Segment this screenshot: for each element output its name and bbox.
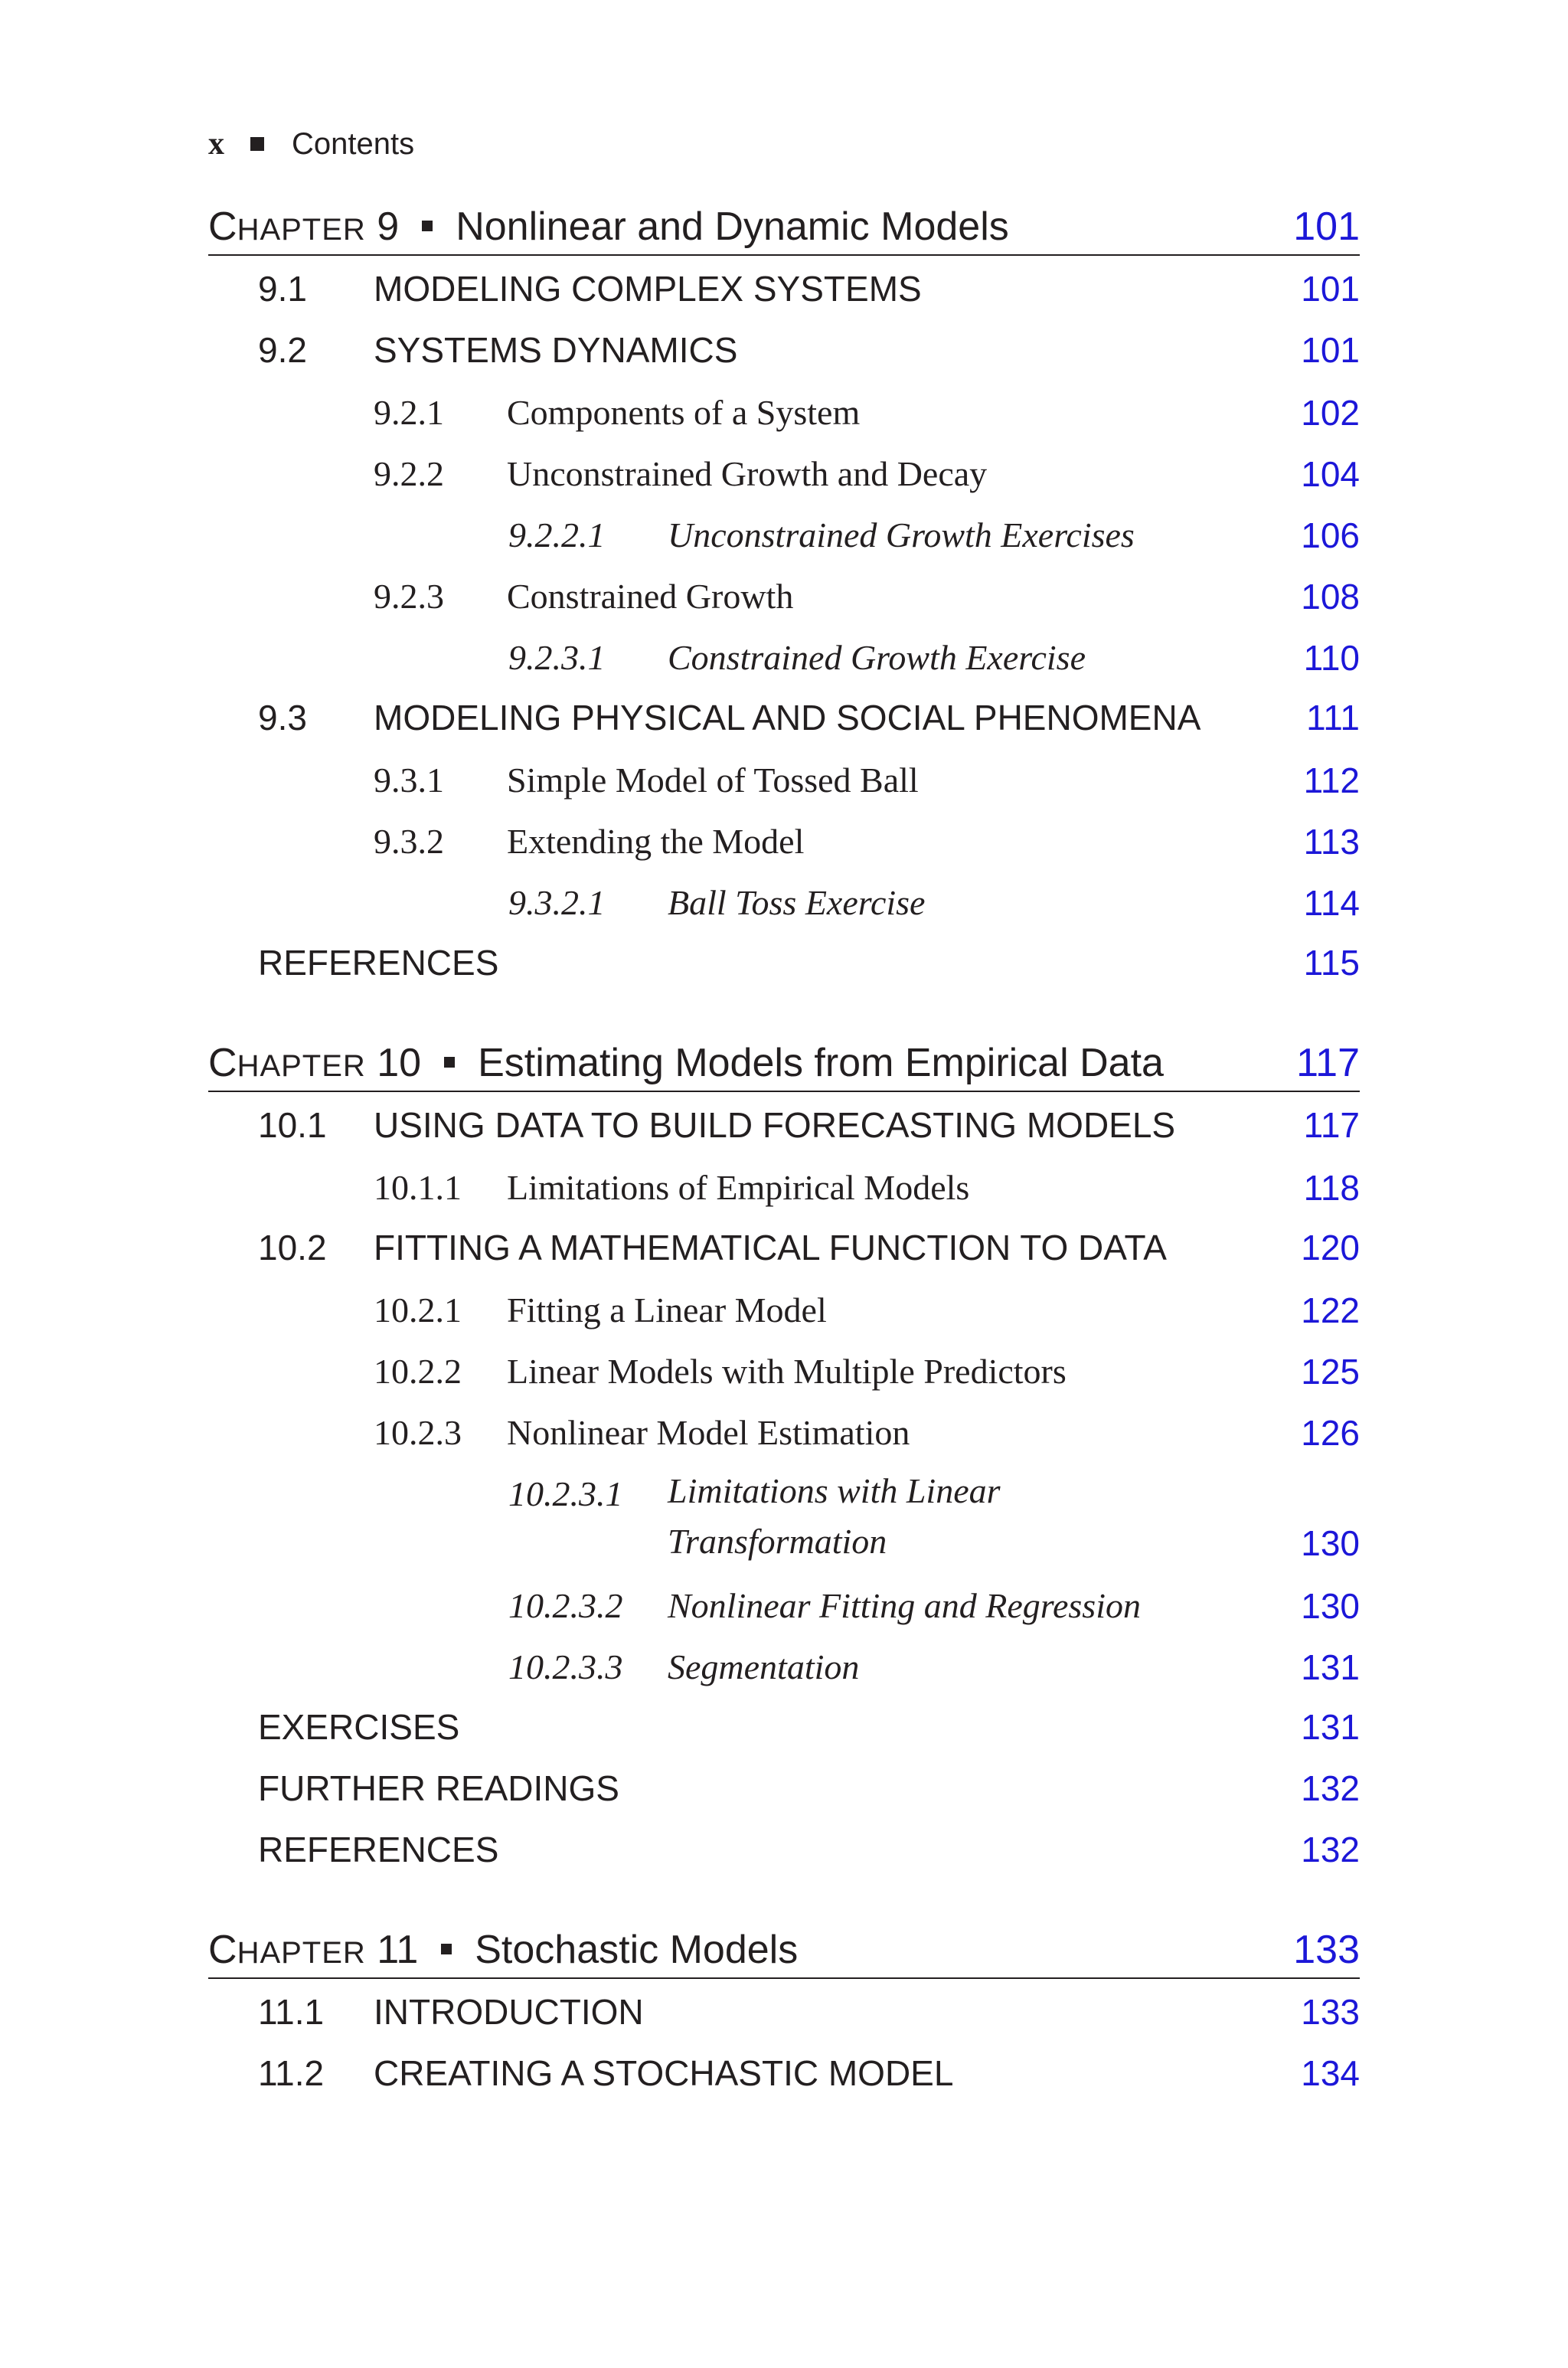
section-title: Constrained Growth [507, 577, 794, 616]
section-title: Constrained Growth Exercise [668, 638, 1086, 677]
page-number-link[interactable]: 102 [1301, 393, 1360, 433]
page-number-link[interactable]: 104 [1301, 454, 1360, 494]
section-number: 9.3.2 [374, 822, 444, 861]
section-number: 9.2 [258, 330, 307, 370]
page-number-link[interactable]: 106 [1301, 515, 1360, 555]
section-number: 10.2.1 [374, 1290, 462, 1330]
section-number: 10.2.3.2 [508, 1586, 623, 1625]
toc-entry-sub[interactable] [208, 443, 1360, 504]
section-title: Segmentation [668, 1647, 860, 1686]
toc-entry-subsub[interactable] [208, 872, 1360, 933]
toc-entry-sec[interactable] [208, 2043, 1360, 2105]
toc-entry-sec[interactable] [208, 320, 1360, 381]
chapter-number: 10 [377, 1041, 422, 1085]
page-number-link[interactable]: 113 [1303, 822, 1360, 862]
page-number-link[interactable]: 125 [1301, 1352, 1360, 1392]
chapter-name: Estimating Models from Empirical Data [478, 1041, 1164, 1085]
square-bullet-icon [422, 221, 433, 231]
chapter-number: 9 [377, 204, 400, 249]
section-title: Components of a System [507, 393, 861, 432]
page-number-link[interactable]: 101 [1301, 269, 1360, 309]
toc-entry-sub[interactable] [208, 749, 1360, 810]
section-title: MODELING COMPLEX SYSTEMS [374, 269, 922, 309]
toc-entry-subsub[interactable] [208, 504, 1360, 565]
page-number: x [208, 126, 224, 162]
toc-entry-subsub[interactable] [208, 1463, 1360, 1575]
toc-entry-sec[interactable] [208, 1218, 1360, 1279]
section-title: Fitting a Linear Model [507, 1290, 827, 1330]
toc-entry-sub[interactable] [208, 1279, 1360, 1340]
toc-entry-subsub[interactable] [208, 1636, 1360, 1697]
section-number: 10.2 [258, 1228, 327, 1267]
page-number-link[interactable]: 111 [1306, 698, 1360, 738]
chapter-heading[interactable] [208, 193, 1360, 256]
toc-back-matter-entry[interactable] [208, 1758, 1360, 1820]
page-number-link[interactable]: 134 [1301, 2053, 1360, 2093]
running-head-label: Contents [292, 126, 415, 161]
section-title: SYSTEMS DYNAMICS [374, 330, 738, 370]
square-bullet-icon [441, 1944, 452, 1954]
chapter-title [208, 204, 1009, 250]
page-number-link[interactable]: 117 [1296, 1041, 1360, 1085]
page-number-link[interactable]: 130 [1301, 1586, 1360, 1626]
square-bullet-icon [444, 1057, 455, 1068]
page-number-link[interactable]: 118 [1303, 1168, 1360, 1208]
toc-entry-subsub[interactable] [208, 626, 1360, 688]
chapter-title [208, 1927, 798, 1973]
toc-back-matter-entry[interactable] [208, 933, 1360, 994]
toc-entry-sub[interactable] [208, 810, 1360, 872]
chapter-label-rest: HAPTER [237, 1936, 366, 1970]
section-number: 10.2.2 [374, 1352, 462, 1391]
section-title: Linear Models with Multiple Predictors [507, 1352, 1067, 1391]
chapter-label-initial: C [208, 204, 237, 249]
toc-entry-sub[interactable] [208, 1402, 1360, 1463]
section-title: Limitations of Empirical Models [507, 1168, 970, 1207]
section-number: 9.1 [258, 269, 307, 309]
page-number-link[interactable]: 131 [1301, 1647, 1360, 1687]
toc-entry-sec[interactable] [208, 688, 1360, 749]
section-number: 9.3 [258, 698, 307, 738]
page-number-link[interactable]: 130 [1301, 1523, 1360, 1563]
page-number-link[interactable]: 133 [1301, 1992, 1360, 2032]
section-number: 10.1 [258, 1105, 327, 1145]
toc-entry-sub[interactable] [208, 565, 1360, 626]
page-number-link[interactable]: 120 [1301, 1228, 1360, 1267]
section-number: 10.2.3 [374, 1413, 462, 1452]
section-title: REFERENCES [258, 943, 499, 983]
section-title: FURTHER READINGS [258, 1768, 619, 1808]
section-number: 10.2.3.1 [508, 1474, 623, 1513]
section-number: 9.2.1 [374, 393, 444, 432]
section-title: INTRODUCTION [374, 1992, 644, 2032]
chapter-name: Nonlinear and Dynamic Models [456, 204, 1009, 249]
toc-entry-sub[interactable] [208, 1340, 1360, 1402]
chapter-name: Stochastic Models [475, 1928, 799, 1972]
section-number: 9.2.2.1 [508, 515, 606, 554]
section-number: 9.2.2 [374, 454, 444, 493]
chapter-label-initial: C [208, 1928, 237, 1972]
page-number-link[interactable]: 126 [1301, 1413, 1360, 1453]
section-title: CREATING A STOCHASTIC MODEL [374, 2053, 954, 2093]
page-number-link[interactable]: 122 [1301, 1290, 1360, 1330]
section-number: 9.2.3 [374, 577, 444, 616]
page-number-link[interactable]: 101 [1293, 204, 1360, 249]
chapter-label-initial: C [208, 1041, 237, 1085]
chapter-label-rest: HAPTER [237, 213, 366, 247]
section-title: EXERCISES [258, 1707, 460, 1747]
section-title: Nonlinear Fitting and Regression [668, 1586, 1141, 1625]
chapter-title [208, 1040, 1164, 1086]
table-of-contents [208, 0, 1360, 2368]
page-number-link[interactable]: 117 [1303, 1105, 1360, 1145]
section-number: 11.2 [258, 2053, 325, 2093]
section-title-line: Transformation [668, 1522, 887, 1561]
section-title: Extending the Model [507, 822, 805, 861]
page-number-link[interactable]: 101 [1301, 330, 1360, 370]
section-title: Ball Toss Exercise [668, 883, 926, 922]
page-number-link[interactable]: 133 [1293, 1928, 1360, 1972]
toc-back-matter-entry[interactable] [208, 1697, 1360, 1758]
section-title: FITTING A MATHEMATICAL FUNCTION TO DATA [374, 1228, 1167, 1267]
page-number-link[interactable]: 132 [1301, 1768, 1360, 1808]
section-number: 9.3.2.1 [508, 883, 606, 922]
toc-entry-sec[interactable] [208, 259, 1360, 320]
section-number: 11.1 [258, 1992, 325, 2032]
section-title [668, 1466, 1001, 1567]
toc-entry-subsub[interactable] [208, 1575, 1360, 1636]
toc-entry-sec[interactable] [208, 1095, 1360, 1156]
section-title: Simple Model of Tossed Ball [507, 760, 919, 800]
section-title: USING DATA TO BUILD FORECASTING MODELS [374, 1105, 1176, 1145]
section-number: 9.2.3.1 [508, 638, 606, 677]
chapter-heading[interactable] [208, 1916, 1360, 1979]
section-title-line: Limitations with Linear [668, 1471, 1001, 1510]
page-number-link[interactable]: 110 [1303, 638, 1360, 678]
section-number: 9.3.1 [374, 760, 444, 800]
page-number-link[interactable]: 132 [1301, 1830, 1360, 1869]
toc-back-matter-entry[interactable] [208, 1820, 1360, 1881]
chapter-heading[interactable] [208, 1029, 1360, 1092]
toc-entry-sec[interactable] [208, 1982, 1360, 2043]
chapter-number: 11 [377, 1928, 419, 1972]
toc-entry-sub[interactable] [208, 381, 1360, 443]
section-title: REFERENCES [258, 1830, 499, 1869]
section-title: MODELING PHYSICAL AND SOCIAL PHENOMENA [374, 698, 1201, 738]
section-number: 10.2.3.3 [508, 1647, 623, 1686]
section-number: 10.1.1 [374, 1168, 462, 1207]
page-number-link[interactable]: 108 [1301, 577, 1360, 617]
toc-entry-sub[interactable] [208, 1156, 1360, 1218]
section-title: Unconstrained Growth and Decay [507, 454, 988, 493]
page-number-link[interactable]: 131 [1301, 1707, 1360, 1747]
page-number-link[interactable]: 114 [1303, 883, 1360, 923]
section-title: Nonlinear Model Estimation [507, 1413, 910, 1452]
page-number-link[interactable]: 112 [1303, 760, 1360, 800]
page-number-link[interactable]: 115 [1303, 943, 1360, 983]
chapter-label-rest: HAPTER [237, 1049, 366, 1083]
section-title: Unconstrained Growth Exercises [668, 515, 1135, 554]
